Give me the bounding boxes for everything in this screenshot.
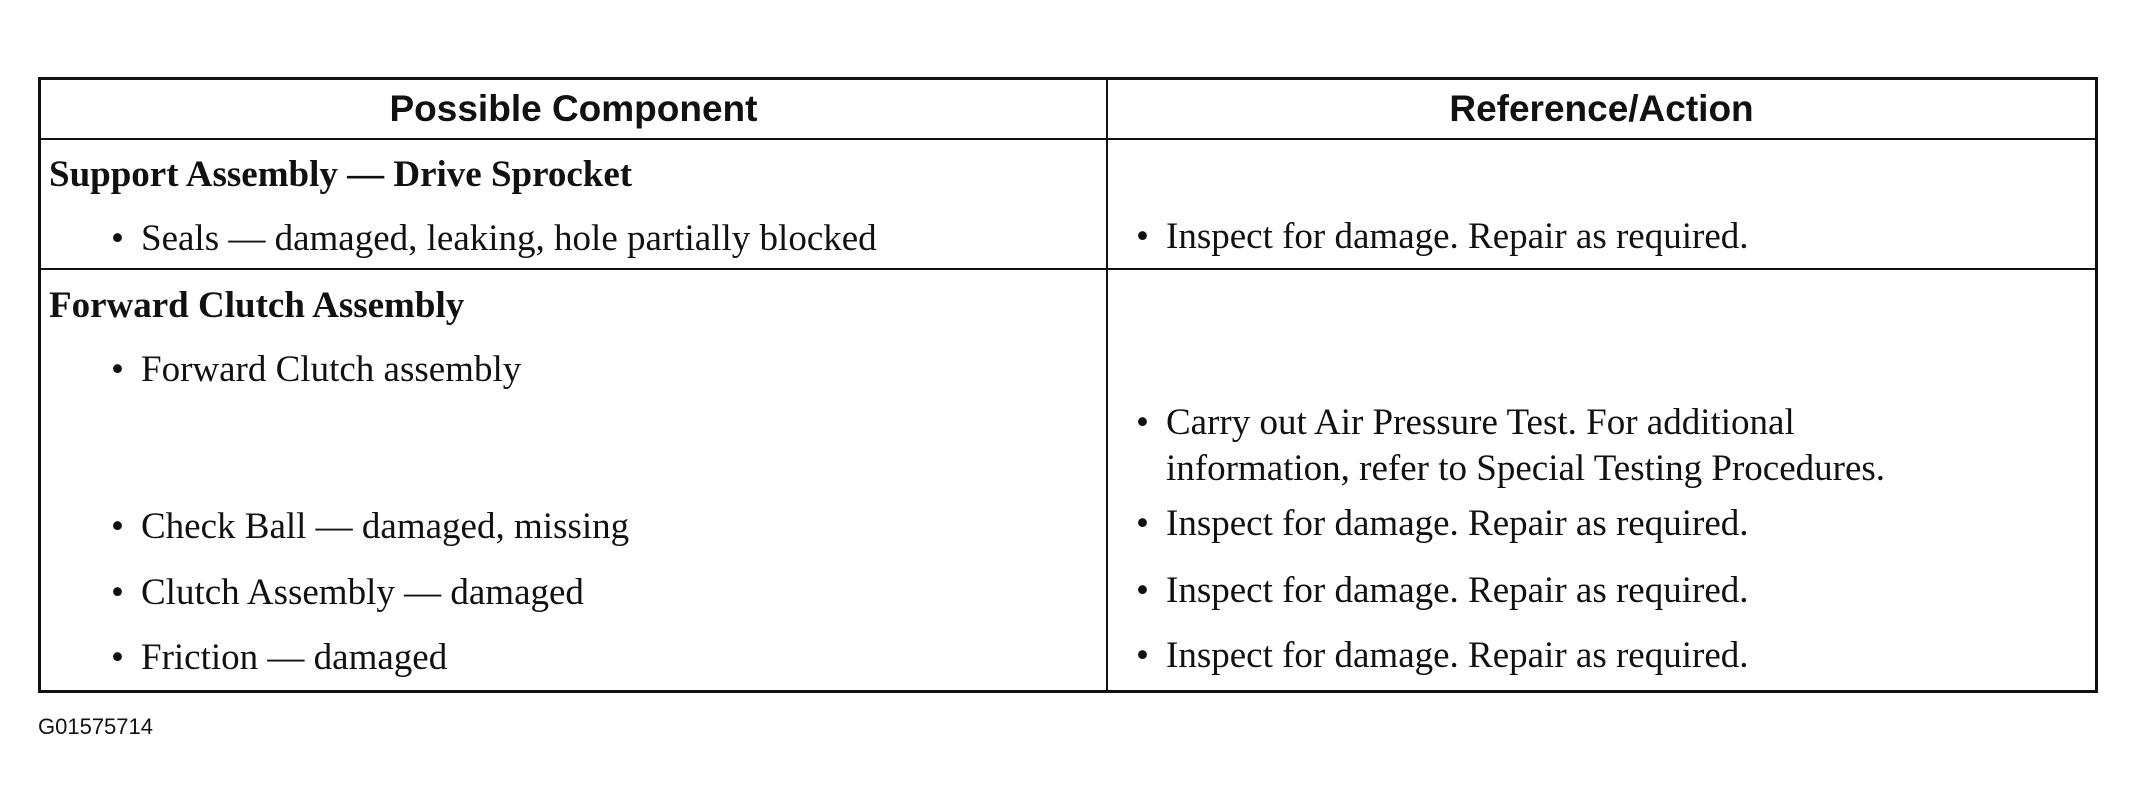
- bullet: •: [111, 572, 124, 613]
- action-text: Inspect for damage. Repair as required.: [1166, 570, 1749, 611]
- component-row: [111, 347, 521, 393]
- component-text: Forward Clutch assembly: [141, 349, 522, 390]
- diagnostic-table: [38, 77, 2098, 693]
- component-text: Seals — damaged, leaking, hole partially blocked: [141, 218, 877, 259]
- header-reference-action: Reference/Action: [1449, 88, 1754, 129]
- bullet: •: [111, 637, 124, 678]
- bullet: •: [111, 506, 124, 547]
- action-row: [1136, 400, 1885, 492]
- action-row: [1136, 214, 1749, 260]
- action-row: [1136, 568, 1749, 614]
- bullet: •: [111, 349, 124, 390]
- bullet: •: [1136, 216, 1149, 257]
- column-divider: [1106, 80, 1108, 690]
- component-text: Check Ball — damaged, missing: [141, 506, 630, 547]
- bullet: •: [1136, 402, 1149, 443]
- action-text: Inspect for damage. Repair as required.: [1166, 635, 1749, 676]
- header-divider: [41, 138, 2095, 140]
- bullet: •: [111, 218, 124, 259]
- figure-code: G01575714: [38, 714, 153, 739]
- component-text: Friction — damaged: [141, 637, 448, 678]
- component-row: [111, 216, 877, 262]
- bullet: •: [1136, 503, 1149, 544]
- action-text: [1166, 400, 1885, 492]
- bullet: •: [1136, 570, 1149, 611]
- action-text-line1: Carry out Air Pressure Test. For additional: [1166, 402, 1795, 443]
- section-divider: [41, 268, 2095, 270]
- component-row: [111, 635, 447, 681]
- component-row: [111, 570, 584, 616]
- section-title-forward-clutch: Forward Clutch Assembly: [49, 285, 465, 326]
- action-text: Inspect for damage. Repair as required.: [1166, 216, 1749, 257]
- action-row: [1136, 501, 1749, 547]
- action-text: Inspect for damage. Repair as required.: [1166, 503, 1749, 544]
- component-row: [111, 504, 629, 550]
- component-text: Clutch Assembly — damaged: [141, 572, 584, 613]
- header-possible-component: Possible Component: [389, 88, 758, 129]
- bullet: •: [1136, 635, 1149, 676]
- action-text-line2: information, refer to Special Testing Procedures.: [1166, 448, 1886, 489]
- section-title-support-assembly: Support Assembly — Drive Sprocket: [49, 154, 633, 195]
- action-row: [1136, 633, 1749, 679]
